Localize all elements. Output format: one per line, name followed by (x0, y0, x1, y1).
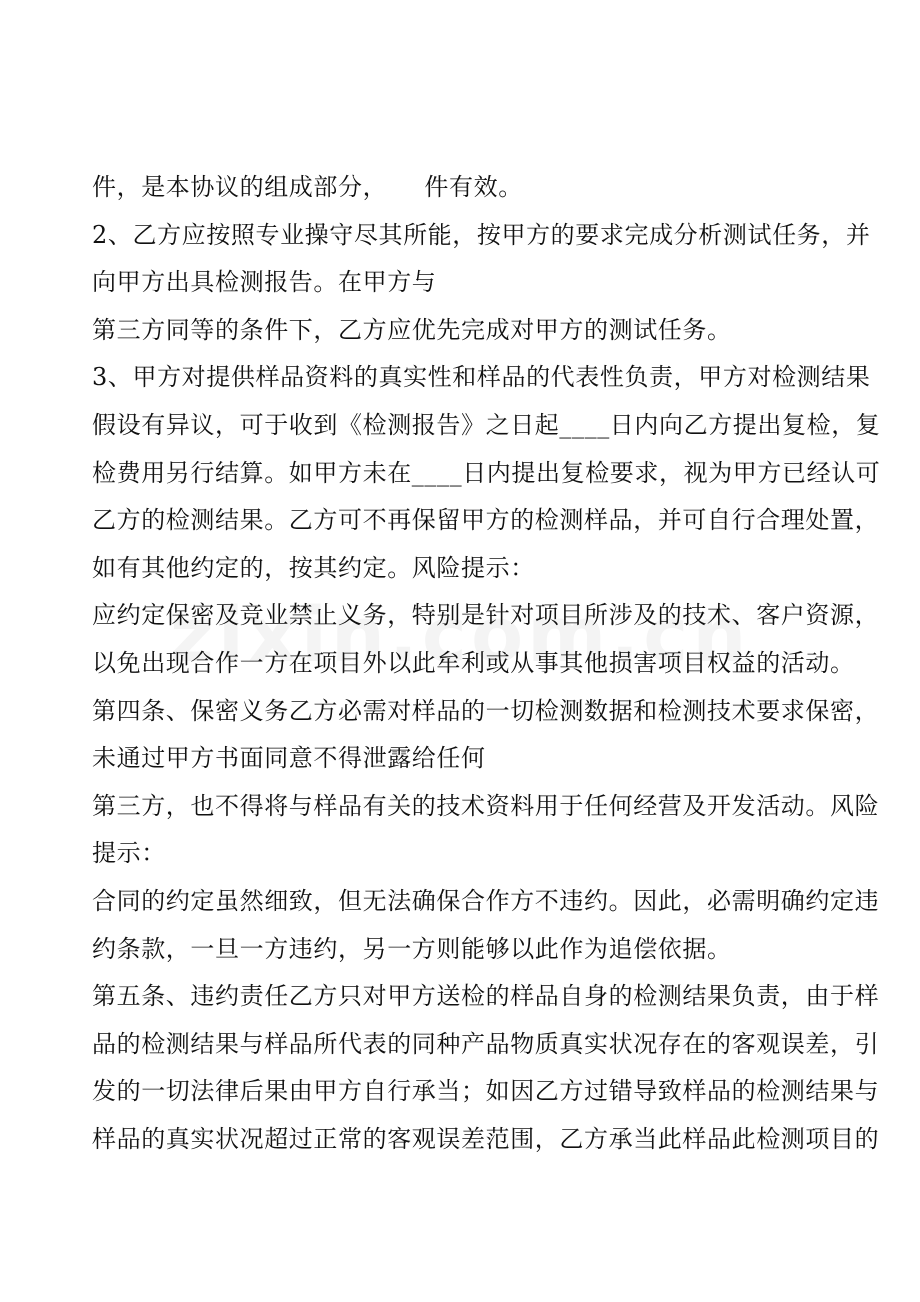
text-line: 约条款，一旦一方违约，另一方则能够以此作为追偿依据。 (92, 934, 732, 963)
text-line: 样品的真实状况超过正常的客观误差范围，乙方承当此样品此检测项目的 (92, 1124, 880, 1153)
text-line: 件，是本协议的组成部分， 件有效。 (92, 173, 523, 201)
text-line: 第五条、违约责任乙方只对甲方送检的样品自身的检测结果负责，由于样 (92, 982, 880, 1011)
text-line: 第四条、保密义务乙方必需对样品的一切检测数据和检测技术要求保密， (92, 696, 880, 725)
text-line: 3、甲方对提供样品资料的真实性和样品的代表性负责，甲方对检测结果 (92, 363, 871, 392)
text-line: 合同的约定虽然细致，但无法确保合作方不违约。因此，必需明确约定违 (92, 886, 880, 915)
text-line: 乙方的检测结果。乙方可不再保留甲方的检测样品，并可自行合理处置， (92, 506, 880, 535)
text-line: 未通过甲方书面同意不得泄露给任何 (92, 744, 486, 773)
text-line: 以免出现合作一方在项目外以此牟利或从事其他损害项目权益的活动。 (92, 648, 855, 677)
text-line: 如有其他约定的，按其约定。风险提示： (92, 553, 535, 582)
text-line: 第三方，也不得将与样品有关的技术资料用于任何经营及开发活动。风险 (92, 791, 880, 820)
text-line: 向甲方出具检测报告。在甲方与 (92, 268, 437, 297)
text-line: 发的一切法律后果由甲方自行承当；如因乙方过错导致样品的检测结果与 (92, 1077, 880, 1106)
text-line: 品的检测结果与样品所代表的同种产品物质真实状况存在的客观误差，引 (92, 1029, 880, 1058)
text-line: 第三方同等的条件下，乙方应优先完成对甲方的测试任务。 (92, 315, 732, 344)
text-line: 提示： (92, 839, 166, 868)
text-line: 2、乙方应按照专业操守尽其所能，按甲方的要求完成分析测试任务，并 (92, 220, 871, 249)
text-line: 检费用另行结算。如甲方未在____日内提出复检要求，视为甲方已经认可 (92, 458, 881, 487)
text-line: 假设有异议，可于收到《检测报告》之日起____日内向乙方提出复检，复 (92, 410, 881, 439)
text-line: 应约定保密及竞业禁止义务，特别是针对项目所涉及的技术、客户资源， (92, 601, 880, 630)
document-body (92, 164, 881, 1163)
